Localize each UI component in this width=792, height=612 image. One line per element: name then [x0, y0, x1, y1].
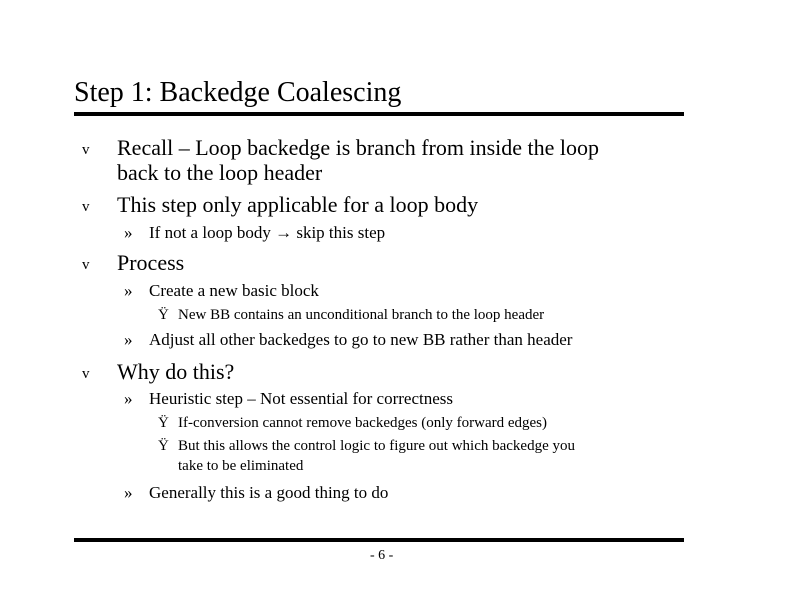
page-number: - 6 - — [370, 548, 394, 563]
bullet-process: Process — [117, 250, 185, 275]
subsubbullet-marker-icon: Ÿ — [158, 415, 169, 431]
footer-rule — [74, 538, 684, 542]
diamond-bullet-icon: v — [82, 366, 90, 382]
subbullet-not-loop-body-a: If not a loop body — [149, 223, 271, 242]
subsubbullet-new-bb: New BB contains an unconditional branch to the loop header — [178, 307, 545, 323]
diamond-bullet-icon: v — [82, 199, 90, 215]
subsubbullet-marker-icon: Ÿ — [158, 307, 169, 323]
diamond-bullet-icon: v — [82, 142, 90, 158]
subbullet-marker-icon: » — [124, 483, 133, 502]
subbullet-adjust-backedges: Adjust all other backedges to go to new BB rather than header — [149, 330, 573, 349]
subbullet-marker-icon: » — [124, 330, 133, 349]
bullet-recall-line1: Recall – Loop backedge is branch from inside the loop — [117, 135, 600, 160]
subsubbullet-marker-icon: Ÿ — [158, 438, 169, 454]
subsubbullet-control-logic-line2: take to be eliminated — [178, 458, 304, 474]
subbullet-marker-icon: » — [124, 389, 133, 408]
subbullet-good-thing: Generally this is a good thing to do — [149, 483, 389, 502]
subbullet-not-loop-body — [149, 223, 385, 243]
bullet-step-applicable: This step only applicable for a loop body — [117, 192, 479, 217]
subbullet-heuristic: Heuristic step – Not essential for correctness — [149, 389, 454, 408]
subbullet-marker-icon: » — [124, 223, 133, 242]
right-arrow-icon: → — [275, 223, 293, 242]
subsubbullet-control-logic-line1: But this allows the control logic to figure out which backedge you — [178, 438, 576, 454]
subsubbullet-if-conversion: If-conversion cannot remove backedges (only forward edges) — [178, 415, 548, 431]
title-underline — [74, 112, 684, 116]
slide-title: Step 1: Backedge Coalescing — [74, 77, 402, 108]
subbullet-marker-icon: » — [124, 281, 133, 300]
diamond-bullet-icon: v — [82, 257, 90, 273]
bullet-why: Why do this? — [117, 359, 235, 384]
subbullet-create-block: Create a new basic block — [149, 281, 319, 300]
subbullet-not-loop-body-b: skip this step — [296, 223, 386, 242]
bullet-recall-line2: back to the loop header — [117, 160, 323, 185]
